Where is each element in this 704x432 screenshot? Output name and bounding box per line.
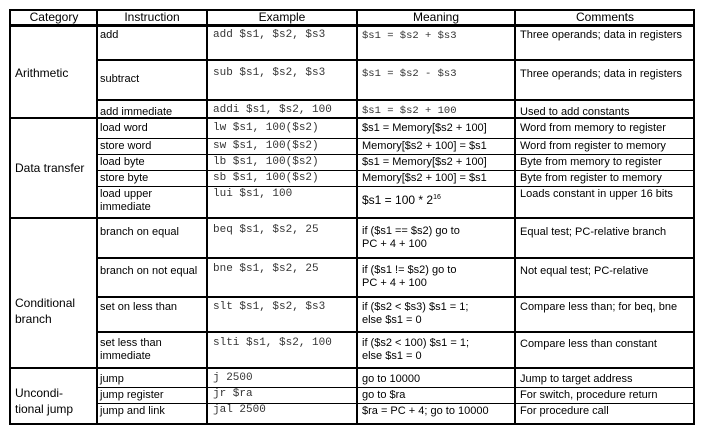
comment-text: Byte from register to memory (520, 172, 662, 184)
comment-text: Equal test; PC-relative branch (520, 226, 667, 238)
comment-text: Loads constant in upper 16 bits (520, 188, 673, 200)
example-code: lw $s1, 100($s2) (213, 122, 319, 134)
category-data-transfer (11, 118, 96, 218)
instruction-name: store byte (100, 172, 149, 184)
comment-text: Byte from memory to register (520, 156, 662, 168)
category-label-line: Conditional (15, 296, 76, 310)
comment-text: Not equal test; PC-relative (520, 265, 649, 277)
category-label-line: Uncondi- (15, 385, 64, 400)
meaning-value: $s1 = 100 * 2 (362, 194, 434, 207)
meaning-line: PC + 4 + 100 (362, 238, 427, 250)
meaning-text: Memory[$s2 + 100] = $s1 (362, 172, 487, 184)
instruction-name: add immediate (100, 106, 173, 118)
meaning-text (359, 389, 513, 402)
mips-instruction-table (9, 9, 695, 425)
instruction-name: load upper immediate (100, 188, 152, 213)
meaning-line: if ($s2 < $s3) $s1 = 1; (362, 301, 469, 313)
meaning-line: if ($s1 != $s2) go to (362, 264, 457, 276)
example-code: addi $s1, $s2, 100 (213, 104, 332, 116)
row-divider (97, 296, 693, 298)
instruction-name: subtract (100, 73, 140, 85)
meaning-text (359, 337, 513, 363)
category-conditional-branch (11, 218, 96, 368)
category-label: Arithmetic (15, 65, 69, 80)
row-divider (97, 154, 693, 155)
comment-text: For switch, procedure return (520, 389, 658, 401)
comment-text: Three operands; data in registers (520, 29, 683, 41)
meaning-line: PC + 4 + 100 (362, 277, 427, 289)
meaning-text (359, 264, 513, 290)
meaning-text (359, 225, 513, 251)
category-label (15, 385, 73, 417)
instruction-name: branch on not equal (100, 265, 198, 277)
row-divider (97, 99, 693, 101)
header-example: Example (207, 11, 357, 27)
example-code: sub $s1, $s2, $s3 (213, 67, 326, 79)
meaning-text: go to 10000 (362, 373, 421, 385)
example-code: sw $s1, 100($s2) (213, 140, 319, 152)
instruction-name: set on less than (100, 301, 178, 313)
row-divider (97, 170, 693, 171)
meaning-text (359, 194, 513, 207)
example-code: slti $s1, $s2, 100 (213, 337, 332, 349)
comment-text: Used to add constants (520, 106, 630, 118)
example-code: jal 2500 (213, 404, 266, 416)
comment-text: Compare less than constant (520, 338, 657, 350)
header-comments: Comments (515, 11, 695, 27)
comment-text: For procedure call (520, 405, 609, 417)
instruction-name: set less than immediate (100, 337, 162, 362)
example-code: j 2500 (213, 372, 253, 384)
category-label-line: branch (15, 312, 52, 326)
comment-text: Jump to target address (520, 373, 633, 385)
meaning-code: $s1 = $s2 + $s3 (362, 30, 457, 42)
row-divider (97, 257, 693, 259)
comment-text: Compare less than; for beq, bne (520, 301, 678, 313)
meaning-line: if ($s1 == $s2) go to (362, 225, 460, 237)
example-code: sb $s1, 100($s2) (213, 172, 319, 184)
group-divider (11, 367, 693, 369)
meaning-text (359, 301, 513, 327)
meaning-text: $s1 = Memory[$s2 + 100] (362, 156, 487, 168)
category-label-line: tional jump (15, 401, 74, 416)
exponent: 16 (433, 194, 441, 201)
meaning-line: else $s1 = 0 (362, 350, 422, 362)
header-instruction: Instruction (97, 11, 207, 27)
category-label: Data transfer (15, 161, 85, 175)
instruction-name: load byte (100, 156, 145, 168)
example-code: bne $s1, $s2, 25 (213, 263, 319, 275)
example-code: jr $ra (213, 388, 253, 400)
instruction-name: jump register (100, 389, 164, 401)
row-divider (97, 387, 693, 388)
meaning-text (359, 67, 513, 81)
meaning-value: go to $ra (362, 389, 406, 401)
meaning-line: if ($s2 < 100) $s1 = 1; (362, 337, 470, 349)
meaning-text: Memory[$s2 + 100] = $s1 (362, 140, 487, 152)
meaning-text: $ra = PC + 4; go to 10000 (362, 405, 489, 417)
meaning-code: $s1 = $s2 - $s3 (362, 68, 457, 80)
category-unconditional-jump (11, 368, 96, 423)
instruction-name: load word (100, 122, 148, 134)
row-divider (97, 138, 693, 139)
example-code: lui $s1, 100 (213, 188, 293, 200)
category-label (15, 295, 75, 327)
row-divider (97, 331, 693, 333)
category-arithmetic (11, 27, 96, 118)
instruction-name: jump (100, 373, 124, 385)
row-divider (97, 403, 693, 404)
example-code: add $s1, $s2, $s3 (213, 29, 326, 41)
meaning-text: $s1 = Memory[$s2 + 100] (362, 122, 487, 134)
instruction-name: add (100, 29, 119, 41)
header-category: Category (11, 11, 97, 27)
row-divider (97, 186, 693, 187)
meaning-line: else $s1 = 0 (362, 314, 422, 326)
group-divider (11, 217, 693, 219)
example-code: slt $s1, $s2, $s3 (213, 301, 326, 313)
instruction-name: store word (100, 140, 152, 152)
comment-text: Word from memory to register (520, 122, 666, 134)
instruction-name: jump and link (100, 405, 165, 417)
example-code: beq $s1, $s2, 25 (213, 224, 319, 236)
meaning-text (359, 29, 513, 43)
instruction-name: branch on equal (100, 226, 179, 238)
comment-text: Word from register to memory (520, 140, 666, 152)
comment-text: Three operands; data in registers (520, 68, 683, 80)
example-code: lb $s1, 100($s2) (213, 156, 319, 168)
header-meaning: Meaning (357, 11, 515, 27)
meaning-text (359, 104, 513, 118)
row-divider (97, 59, 693, 61)
meaning-code: $s1 = $s2 + 100 (362, 105, 457, 117)
